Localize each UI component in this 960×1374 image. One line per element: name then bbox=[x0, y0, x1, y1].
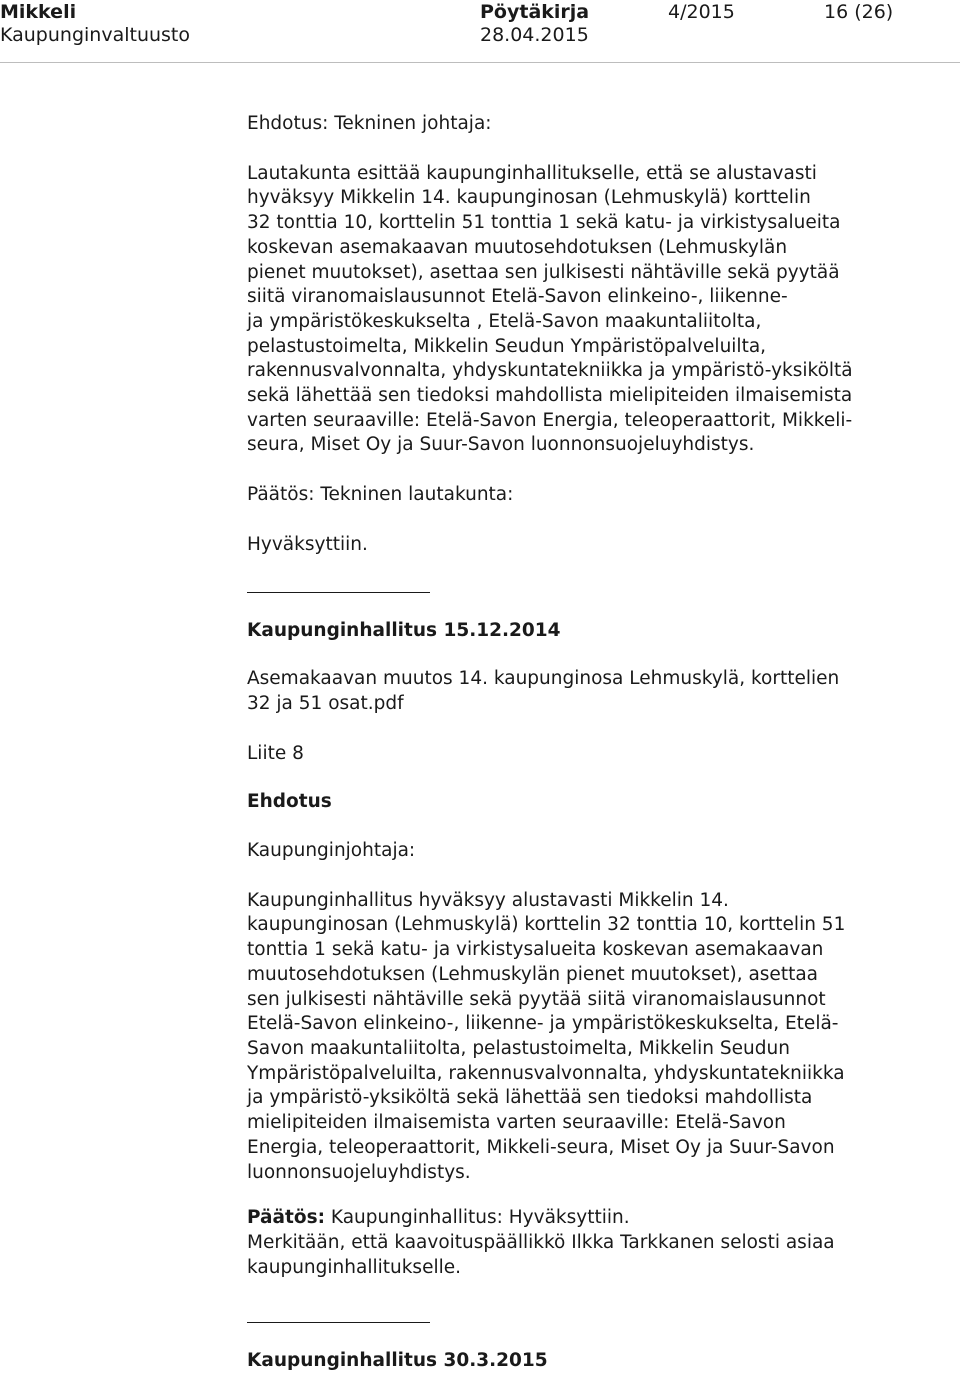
proposal-heading: Ehdotus: Tekninen johtaja: bbox=[247, 113, 492, 134]
attachment-line: Asemakaavan muutos 14. kaupunginosa Lehmuskylä, korttelien bbox=[247, 668, 840, 690]
proposal-line: pienet muutokset), asettaa sen julkisesti nähtäville sekä pyytää bbox=[247, 261, 840, 283]
proposal-line: siitä viranomaislausunnot Etelä-Savon elinkeino-, liikenne- bbox=[247, 286, 788, 308]
proposal-line: Lautakunta esittää kaupunginhallitukselle, että se alustavasti bbox=[247, 162, 817, 184]
decision-text: Hyväksyttiin. bbox=[247, 533, 368, 555]
appendix-label: Liite 8 bbox=[247, 742, 304, 764]
decision-heading: Päätös: Tekninen lautakunta: bbox=[247, 484, 514, 506]
proposal-line: varten seuraaville: Etelä-Savon Energia, teleoperaattorit, Mikkeli- bbox=[247, 409, 853, 431]
proposal-line: kaupunginosan (Lehmuskylä) korttelin 32 tonttia 10, korttelin 51 bbox=[247, 914, 846, 936]
proposal-line: Kaupunginhallitus hyväksyy alustavasti Mikkelin 14. bbox=[247, 889, 729, 911]
proposal-line: sekä lähettää sen tiedoksi mahdollista mielipiteiden ilmaisemista bbox=[247, 385, 853, 407]
page-header bbox=[0, 0, 960, 63]
proposal-line: ja ympäristö-yksiköltä sekä lähettää sen tiedoksi mahdollista bbox=[247, 1087, 813, 1109]
note-line: Merkitään, että kaavoituspäällikkö Ilkka Tarkkanen selosti asiaa bbox=[247, 1231, 835, 1253]
section-divider bbox=[247, 1322, 430, 1323]
page-number: 16 (26) bbox=[824, 1, 894, 23]
proposal-line: muutosehdotuksen (Lehmuskylän pienet muutokset), asettaa bbox=[247, 963, 818, 985]
meeting-number: 4/2015 bbox=[668, 1, 735, 23]
proposal-line: 32 tonttia 10, korttelin 51 tonttia 1 sekä katu- ja virkistysalueita bbox=[247, 212, 841, 234]
proposal-label: Ehdotus bbox=[247, 791, 332, 813]
proposal-line: Etelä-Savon elinkeino-, liikenne- ja ympäristökeskukselta, Etelä- bbox=[247, 1013, 839, 1035]
proposal-line: pelastustoimelta, Mikkelin Seudun Ympäristöpalveluilta, bbox=[247, 335, 767, 357]
proposal-line: Energia, teleoperaattorit, Mikkeli-seura, Miset Oy ja Suur-Savon bbox=[247, 1136, 835, 1158]
proposal-line: tonttia 1 sekä katu- ja virkistysalueita koskevan asemakaavan bbox=[247, 939, 824, 961]
proposal-paragraph bbox=[247, 889, 887, 1185]
decision-label: Päätös: bbox=[247, 1207, 325, 1229]
decision-text: Kaupunginhallitus: Hyväksyttiin. bbox=[330, 1207, 630, 1229]
proposal-line: sen julkisesti nähtäville sekä pyytää siitä viranomaislausunnot bbox=[247, 988, 826, 1010]
section-divider bbox=[247, 592, 430, 593]
proposal-line: luonnonsuojeluyhdistys. bbox=[247, 1161, 471, 1183]
proposal-line: Ympäristöpalveluilta, rakennusvalvonnalta, yhdyskuntatekniikka bbox=[247, 1062, 845, 1084]
attachment-line: 32 ja 51 osat.pdf bbox=[247, 692, 404, 714]
attachment-reference bbox=[247, 667, 887, 716]
decision-line bbox=[247, 1206, 887, 1231]
proposal-line: hyväksyy Mikkelin 14. kaupunginosan (Lehmuskylä) korttelin bbox=[247, 187, 811, 209]
minutes-body bbox=[247, 112, 887, 1374]
document-type: Pöytäkirja bbox=[480, 1, 590, 23]
proposal-line: seura, Miset Oy ja Suur-Savon luonnonsuojeluyhdistys. bbox=[247, 434, 755, 456]
proposal-line: koskevan asemakaavan muutosehdotuksen (Lehmuskylän bbox=[247, 236, 788, 258]
meeting-heading-30-3-2015: Kaupunginhallitus 30.3.2015 bbox=[247, 1350, 548, 1372]
proposal-line: rakennusvalvonnalta, yhdyskuntatekniikka ja ympäristö-yksiköltä bbox=[247, 360, 853, 382]
proposal-line: Savon maakuntaliitolta, pelastustoimelta, Mikkelin Seudun bbox=[247, 1037, 790, 1059]
body-name: Kaupunginvaltuusto bbox=[0, 24, 191, 46]
note-line: kaupunginhallitukselle. bbox=[247, 1256, 461, 1278]
meeting-heading-15-12-2014: Kaupunginhallitus 15.12.2014 bbox=[247, 619, 561, 641]
proposal-line: ja ympäristökeskukselta , Etelä-Savon maakuntaliitolta, bbox=[247, 310, 762, 332]
proposal-line: mielipiteiden ilmaisemista varten seuraaville: Etelä-Savon bbox=[247, 1112, 786, 1134]
proposal-paragraph bbox=[247, 162, 887, 458]
meeting-date: 28.04.2015 bbox=[480, 24, 589, 46]
city-name: Mikkeli bbox=[0, 1, 77, 23]
proposer-label: Kaupunginjohtaja: bbox=[247, 840, 416, 862]
